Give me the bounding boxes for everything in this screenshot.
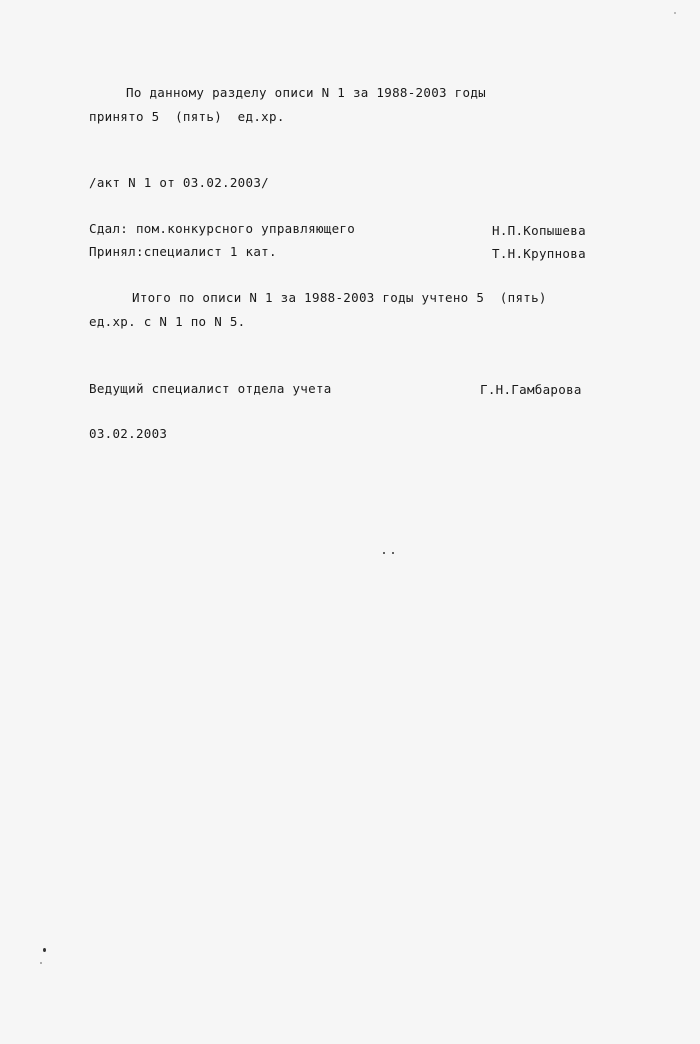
- scan-speck: [40, 962, 42, 964]
- lead-specialist-name: Г.Н.Гамбарова: [480, 382, 582, 397]
- total-line-1: Итого по описи N 1 за 1988-2003 годы учтено 5 (пять): [132, 290, 547, 305]
- total-line-2: ед.хр. с N 1 по N 5.: [89, 314, 246, 329]
- received-label: Принял:специалист 1 кат.: [89, 244, 277, 259]
- act-reference: /акт N 1 от 03.02.2003/: [89, 175, 269, 190]
- scan-speck: [674, 12, 676, 14]
- document-date: 03.02.2003: [89, 426, 168, 441]
- lead-specialist-label: Ведущий специалист отдела учета: [89, 381, 332, 396]
- inventory-section-line-2: принято 5 (пять) ед.хр.: [89, 109, 285, 124]
- scan-speck: [392, 552, 394, 554]
- received-name: Т.Н.Крупнова: [492, 246, 586, 261]
- handed-over-name: Н.П.Копышева: [492, 223, 586, 238]
- scan-speck: [43, 948, 46, 952]
- inventory-section-line-1: По данному разделу описи N 1 за 1988-2003 годы: [126, 85, 486, 100]
- scan-speck: [383, 552, 385, 554]
- handed-over-label: Сдал: пом.конкурсного управляющего: [89, 221, 356, 236]
